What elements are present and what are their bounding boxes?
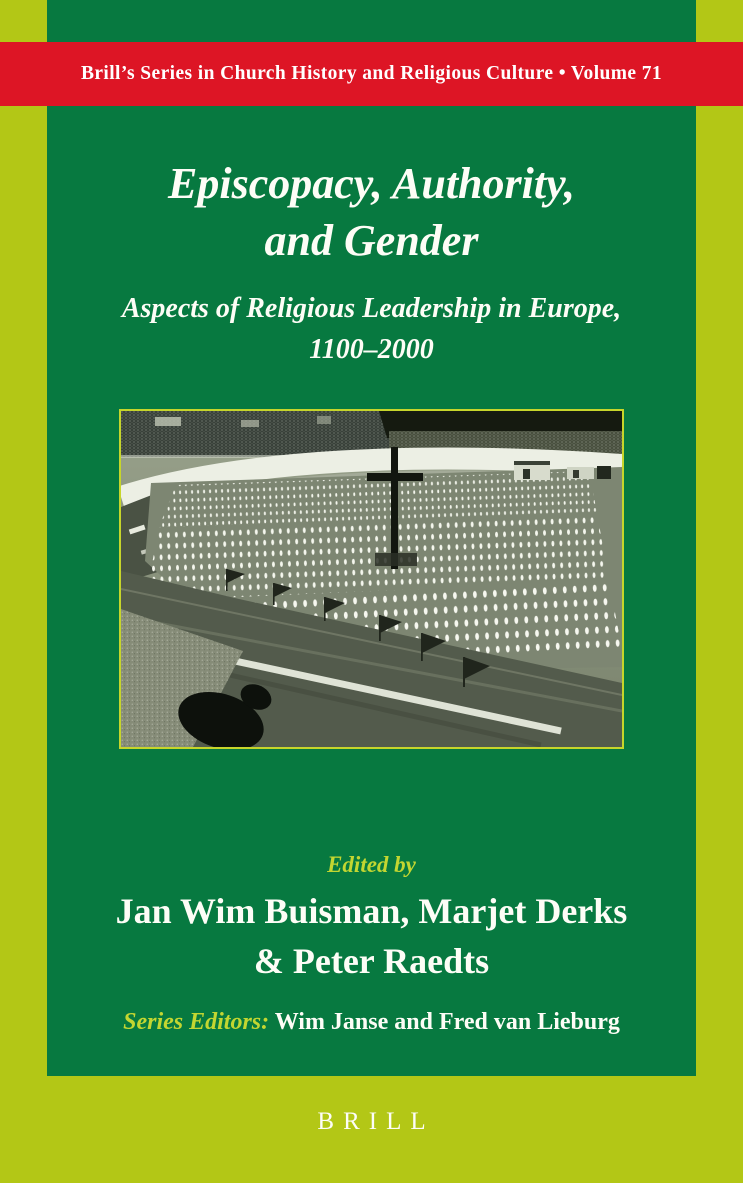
- edited-by-label: Edited by: [327, 852, 416, 877]
- book-subtitle: [0, 288, 743, 370]
- series-editors: [0, 1009, 743, 1036]
- series-editors-label: Series Editors:: [123, 1009, 270, 1035]
- book-title-line2: and Gender: [264, 216, 479, 265]
- book-subtitle-line1: Aspects of Religious Leadership in Europe,: [121, 293, 622, 324]
- stadium-photo-image: [121, 411, 622, 747]
- series-banner: [0, 42, 743, 106]
- series-banner-text: Brill’s Series in Church History and Religious Culture • Volume 71: [80, 63, 663, 84]
- publisher-logo: BRILL: [317, 1108, 435, 1135]
- book-title: [0, 155, 743, 269]
- stadium-photo: [119, 409, 624, 749]
- editor-names-line2: & Peter Raedts: [253, 941, 490, 981]
- editor-names: [0, 886, 743, 986]
- book-subtitle-line2: 1100–2000: [309, 334, 434, 365]
- editor-names-line1: Jan Wim Buisman, Marjet Derks: [115, 891, 628, 931]
- series-editors-names: Wim Janse and Fred van Lieburg: [269, 1009, 620, 1035]
- book-title-line1: Episcopacy, Authority,: [168, 159, 575, 208]
